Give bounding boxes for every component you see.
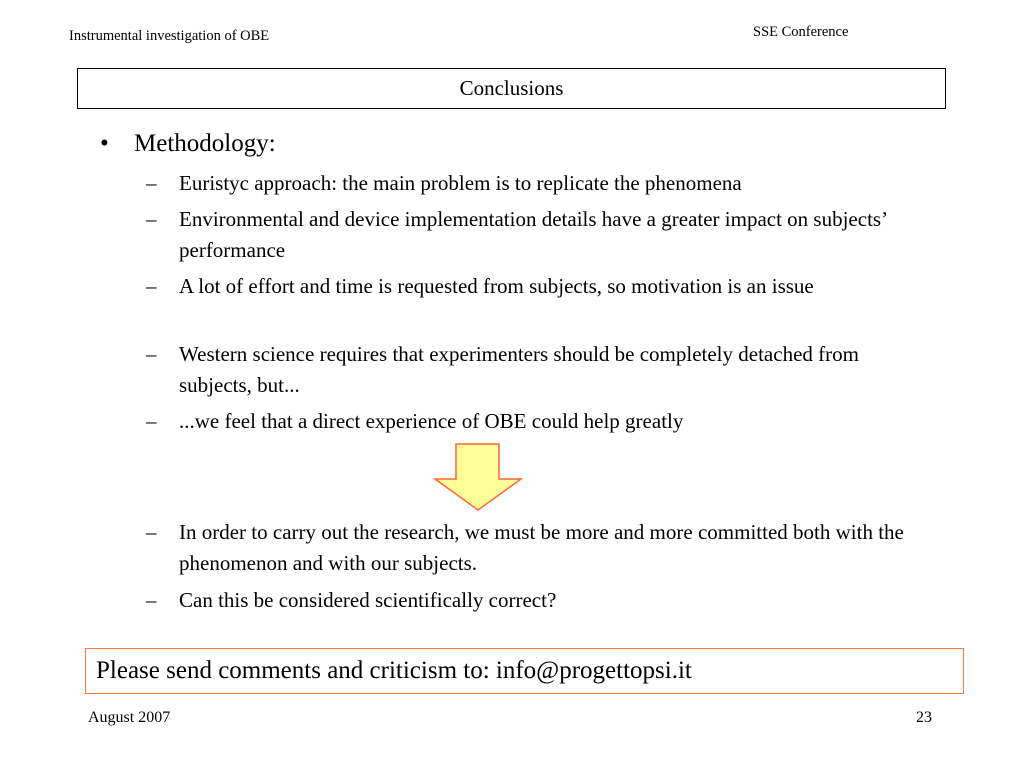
down-arrow-icon — [433, 443, 523, 512]
down-arrow-shape — [435, 444, 521, 510]
list-item — [146, 406, 916, 437]
list-item-text: Environmental and device implementation details have a greater impact on subjects’ performance — [179, 207, 887, 262]
dash-icon: – — [146, 171, 157, 195]
dash-icon: – — [146, 520, 157, 544]
list-item — [146, 271, 916, 302]
list-item — [146, 204, 916, 266]
list-item — [146, 585, 916, 616]
list-item — [146, 168, 916, 199]
slide-title: Conclusions — [459, 76, 564, 100]
header-left-title: Instrumental investigation of OBE — [69, 28, 270, 44]
header-right-title: SSE Conference — [753, 24, 849, 40]
list-item — [146, 339, 916, 401]
list-item-text: Can this be considered scientifically correct? — [179, 588, 557, 612]
bullet-icon: • — [100, 130, 109, 157]
dash-icon: – — [146, 342, 157, 366]
dash-icon: – — [146, 409, 157, 433]
list-item-text: Euristyc approach: the main problem is to replicate the phenomena — [179, 171, 742, 195]
footer-date: August 2007 — [88, 709, 171, 726]
dash-icon: – — [146, 274, 157, 298]
slide-title-box — [77, 68, 946, 109]
dash-icon: – — [146, 588, 157, 612]
comment-text: Please send comments and criticism to: info@progettopsi.it — [96, 657, 692, 684]
dash-icon: – — [146, 207, 157, 231]
comment-box — [85, 648, 964, 694]
page-number: 23 — [916, 709, 932, 726]
list-item — [146, 517, 916, 579]
list-item-text: A lot of effort and time is requested from subjects, so motivation is an issue — [179, 274, 814, 298]
list-item-text: ...we feel that a direct experience of OBE could help greatly — [179, 409, 684, 433]
list-item-text: Western science requires that experimenters should be completely detached from subjects, but... — [179, 342, 859, 397]
list-item-text: In order to carry out the research, we must be more and more committed both with the phenomenon and with our subjects. — [179, 520, 904, 575]
main-bullet-label: Methodology: — [134, 130, 276, 157]
